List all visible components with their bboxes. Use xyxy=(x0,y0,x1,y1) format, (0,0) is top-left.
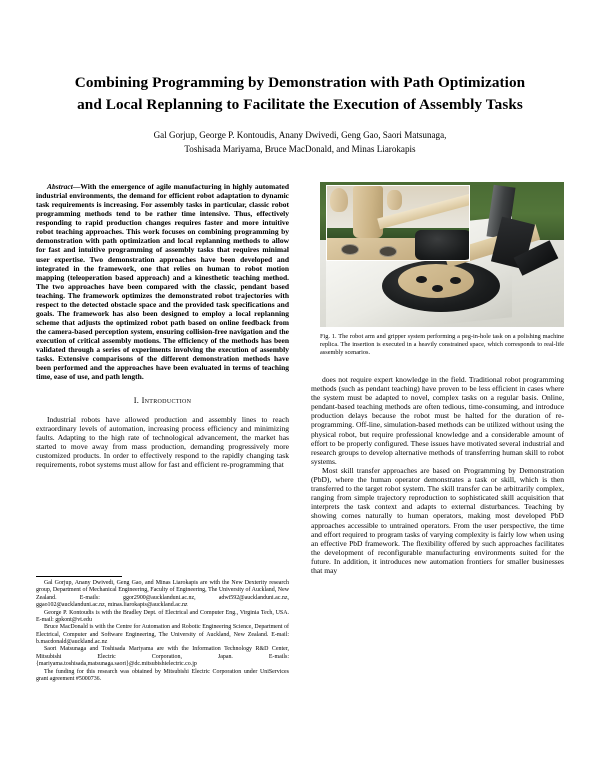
photo-hole-1 xyxy=(416,276,427,283)
footnote-rule xyxy=(36,576,122,577)
paper-title-line-2: and Local Replanning to Facilitate the Execution of Assembly Tasks xyxy=(77,95,523,113)
photo-hole-2 xyxy=(432,285,443,292)
page-title xyxy=(36,72,564,115)
intro-paragraph-left: Industrial robots have allowed production and assembly lines to reach extraordinary levels of automation, increasing process efficiency and minimizing faults. Adapting to the high rate of technological advancement, the market has started to move away from mass production, demanding progressively more customized products. In order to effectively respond to the rapidly changing task requirements, robot systems must allow for fast and efficient re-programming that xyxy=(36,414,289,469)
intro-paragraph-right-2: Most skill transfer approaches are based on Programming by Demonstration (PbD), where the human operator demonstrates a task or skill, which is then transferred to the target robot system. The skill transfer can be arbitrarily complex, ranging from simple trajectory reproduction to sophisticated skill acquisition that interprets the task context and adapts to external disturbances. Teaching by showing comes naturally to human operators, making most developed PbD approaches accessible to untrained operators. From the user perspective, the time and effort required to program tasks of varying complexity is fairly low when using an effective PbD framework. The flexibility offered by such approaches facilitates the development of reconfigurable manufacturing environments suited for the future. In addition, it introduces new automation frontiers for smaller businesses that may xyxy=(311,465,564,575)
footnote-item: Gal Gorjup, Anany Dwivedi, Geng Gao, and Minas Liarokapis are with the New Dexterity research group, Department of Mechanical Engineering, Faculty of Engineering, The University of Auckland, New Zealand. E-mails: ggor2900@aucklanduni.ac.nz, adwi592@aucklanduni.ac.nz, ggao102@aucklanduni.ac.nz, minas.liarokapis@auckland.ac.nz xyxy=(36,580,289,609)
footnote-item: Bruce MacDonald is with the Centre for Automation and Robotic Engineering Science, Department of Electrical, Computer and Software Engineering, The University of Auckland, New Zealand. E-mail: b.macdonald@auckland.ac.nz xyxy=(36,624,289,645)
inset-peg-main xyxy=(353,186,383,238)
footnote-block xyxy=(36,576,289,683)
figure-image xyxy=(320,182,564,327)
paper-title-line-1: Combining Programming by Demonstration with Path Optimization xyxy=(74,74,526,91)
abstract-paragraph xyxy=(36,182,289,381)
title-block xyxy=(36,72,564,156)
intro-paragraph-right-1: does not require expert knowledge in the field. Traditional robot programming methods (such as pendant teaching) have proven to be less efficient in cases where the system must be adapted to novel, complex tasks on a regular basis. Online, pendant-based teaching methods are often tedious, time-consuming, and introduce production delays because the robot must be halted for the duration of re-programming. Off-line, simulation-based methods can be utilized without using the physical robot, but require professional knowledge and a considerable amount of effort to be properly configured. These issues have motivated several industrial and research groups to develop alternative methods of transferring human skill to robot systems. xyxy=(311,375,564,466)
photo-inset-closeup xyxy=(326,185,470,261)
inset-peg-small-right xyxy=(387,190,402,210)
author-line-1: Gal Gorjup, George P. Kontoudis, Anany Dwivedi, Geng Gao, Saori Matsunaga, xyxy=(153,130,447,141)
inset-hole-2 xyxy=(379,246,397,257)
left-column xyxy=(36,182,289,469)
footnote-item: George P. Kontoudis is with the Bradley Dept. of Electrical and Computer Eng., Virginia Tech, USA. E-mail: gpkont@vt.edu xyxy=(36,609,289,623)
author-list xyxy=(36,129,564,156)
footnote-item: Saori Matsunaga and Toshisada Mariyama are with the Information Technology R&D Center, Mitsubishi Electric Corporation, Japan. E-mails: {mariyama.toshisada,matsunaga.saori}@dc.mitsubishielectric.co.jp xyxy=(36,646,289,668)
abstract-text: With the emergence of agile manufacturing in highly automated industrial environments, the demand for efficient robot adaptation to dynamic task requirements is increasing. For assembly tasks in particular, classic robot programming methods tend to be rather time intensive. Thus, effectively responding to rapid production changes requires faster and more intuitive robot teaching approaches. This work focuses on combining programming by demonstration with path optimization and local replanning methods to allow for fast and intuitive programming of assembly tasks that requires minimal user expertise. Two demonstration approaches have been developed and integrated in the framework, one that relies on human to robot motion mapping (teleoperation based approach) and a kinesthetic teaching method. The two approaches have been compared with the classic, pendant based teaching. The framework optimizes the demonstrated robot trajectories with respect to the detected obstacle space and the provided task specifications and goals. The framework has also been designed to employ a local replanning scheme that adjusts the optimized robot path based on online feedback from the camera-based perception system, ensuring collision-free navigation and the execution of critical assembly motions. The efficiency of the methods has been validated through a series of experiments involving the execution of assembly tasks. Extensive comparisons of the different demonstration methods have been performed and the approaches have been evaluated in terms of teaching time, ease of use, and path length. xyxy=(36,182,289,382)
right-column xyxy=(311,375,564,575)
footnote-item: The funding for this research was obtained by Mitsubishi Electric Corporation under UniServices grant agreement #5000736. xyxy=(36,668,289,682)
photo-hole-3 xyxy=(450,277,461,284)
inset-hole-1 xyxy=(341,244,359,255)
inset-dark-disc xyxy=(415,230,470,260)
abstract-label: Abstract— xyxy=(47,182,81,191)
section-heading-introduction: I. Introduction xyxy=(133,396,192,406)
figure-caption xyxy=(320,333,564,357)
figure-label: Fig. 1. xyxy=(320,333,337,340)
figure-1 xyxy=(320,182,564,357)
figure-caption-text: The robot arm and gripper system performing a peg-in-hole task on a polishing machine replica. The insertion is executed in a heavily constrained space, which corresponds to real-life assembly scenarios. xyxy=(320,333,564,357)
inset-peg-small-left xyxy=(330,188,348,212)
photo-wooden-plate xyxy=(398,264,474,298)
author-line-2: Toshisada Mariyama, Bruce MacDonald, and Minas Liarokapis xyxy=(184,143,416,154)
